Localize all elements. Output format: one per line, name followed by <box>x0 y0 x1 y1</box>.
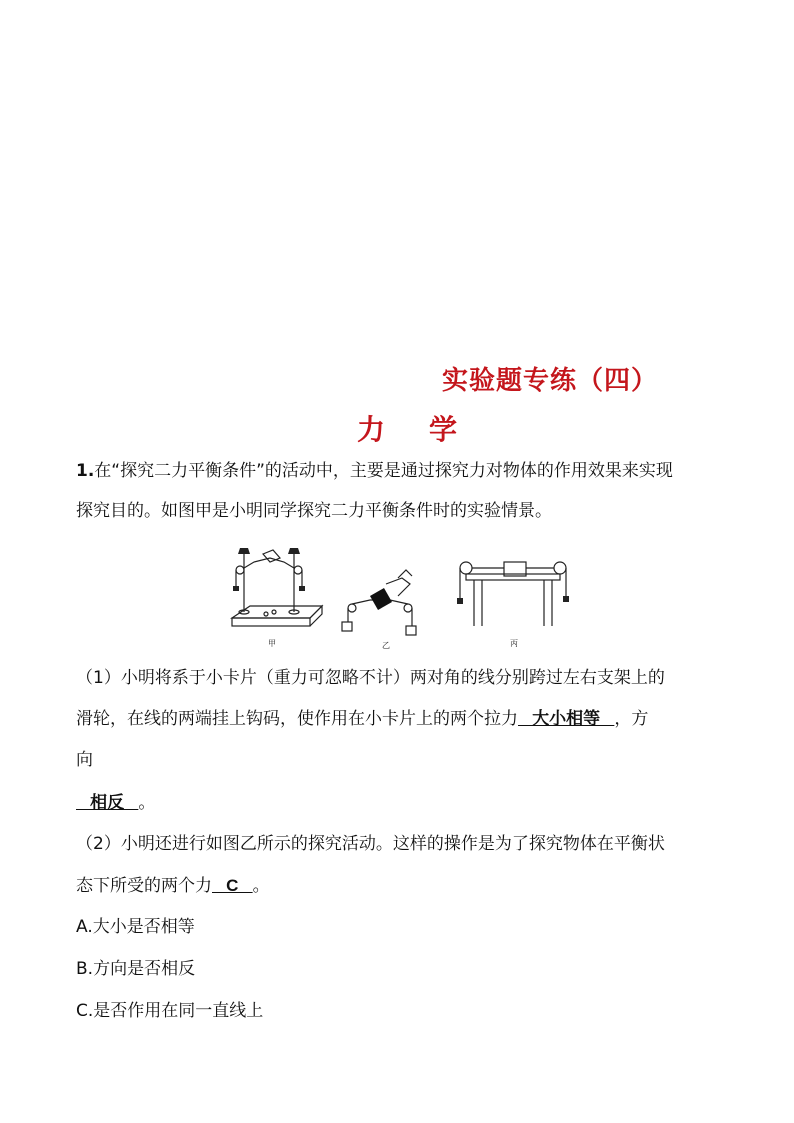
figure-label-jia: 甲 <box>268 639 276 648</box>
experiment-illustration <box>226 540 590 652</box>
question-1-stem-line2: 探究目的。如图甲是小明同学探究二力平衡条件时的实验情景。 <box>76 501 552 521</box>
question-1-stem-line1: 1.在“探究二力平衡条件”的活动中，主要是通过探究力对物体的作用效果来实现 <box>76 461 673 481</box>
question-number: 1. <box>76 461 95 481</box>
subtitle-right: 学 <box>429 413 458 446</box>
experiment-figure <box>226 540 590 652</box>
part1-line3: 向 <box>76 750 93 770</box>
answer-blank-2: 相反 <box>76 793 139 812</box>
figure-label-yi: 乙 <box>382 641 390 650</box>
subtitle-left: 力 <box>357 413 386 446</box>
part2-line2: 态下所受的两个力 C 。 <box>76 876 270 896</box>
figure-label-bing: 丙 <box>510 639 518 648</box>
answer-blank-1: 大小相等 <box>518 709 615 728</box>
page-title: 实验题专练（四） <box>442 366 659 396</box>
option-c: C.是否作用在同一直线上 <box>76 1001 264 1021</box>
option-a: A.大小是否相等 <box>76 917 195 937</box>
page-subtitle <box>357 408 457 448</box>
part1-line2: 滑轮，在线的两端挂上钩码，使作用在小卡片上的两个拉力 大小相等 ，方 <box>76 709 649 729</box>
option-b: B.方向是否相反 <box>76 959 196 979</box>
part2-line1: （2）小明还进行如图乙所示的探究活动。这样的操作是为了探究物体在平衡状 <box>76 834 665 854</box>
part1-line4: 相反 。 <box>76 793 156 813</box>
answer-blank-3: C <box>212 876 253 895</box>
part1-line1: （1）小明将系于小卡片（重力可忽略不计）两对角的线分别跨过左右支架上的 <box>76 668 665 688</box>
